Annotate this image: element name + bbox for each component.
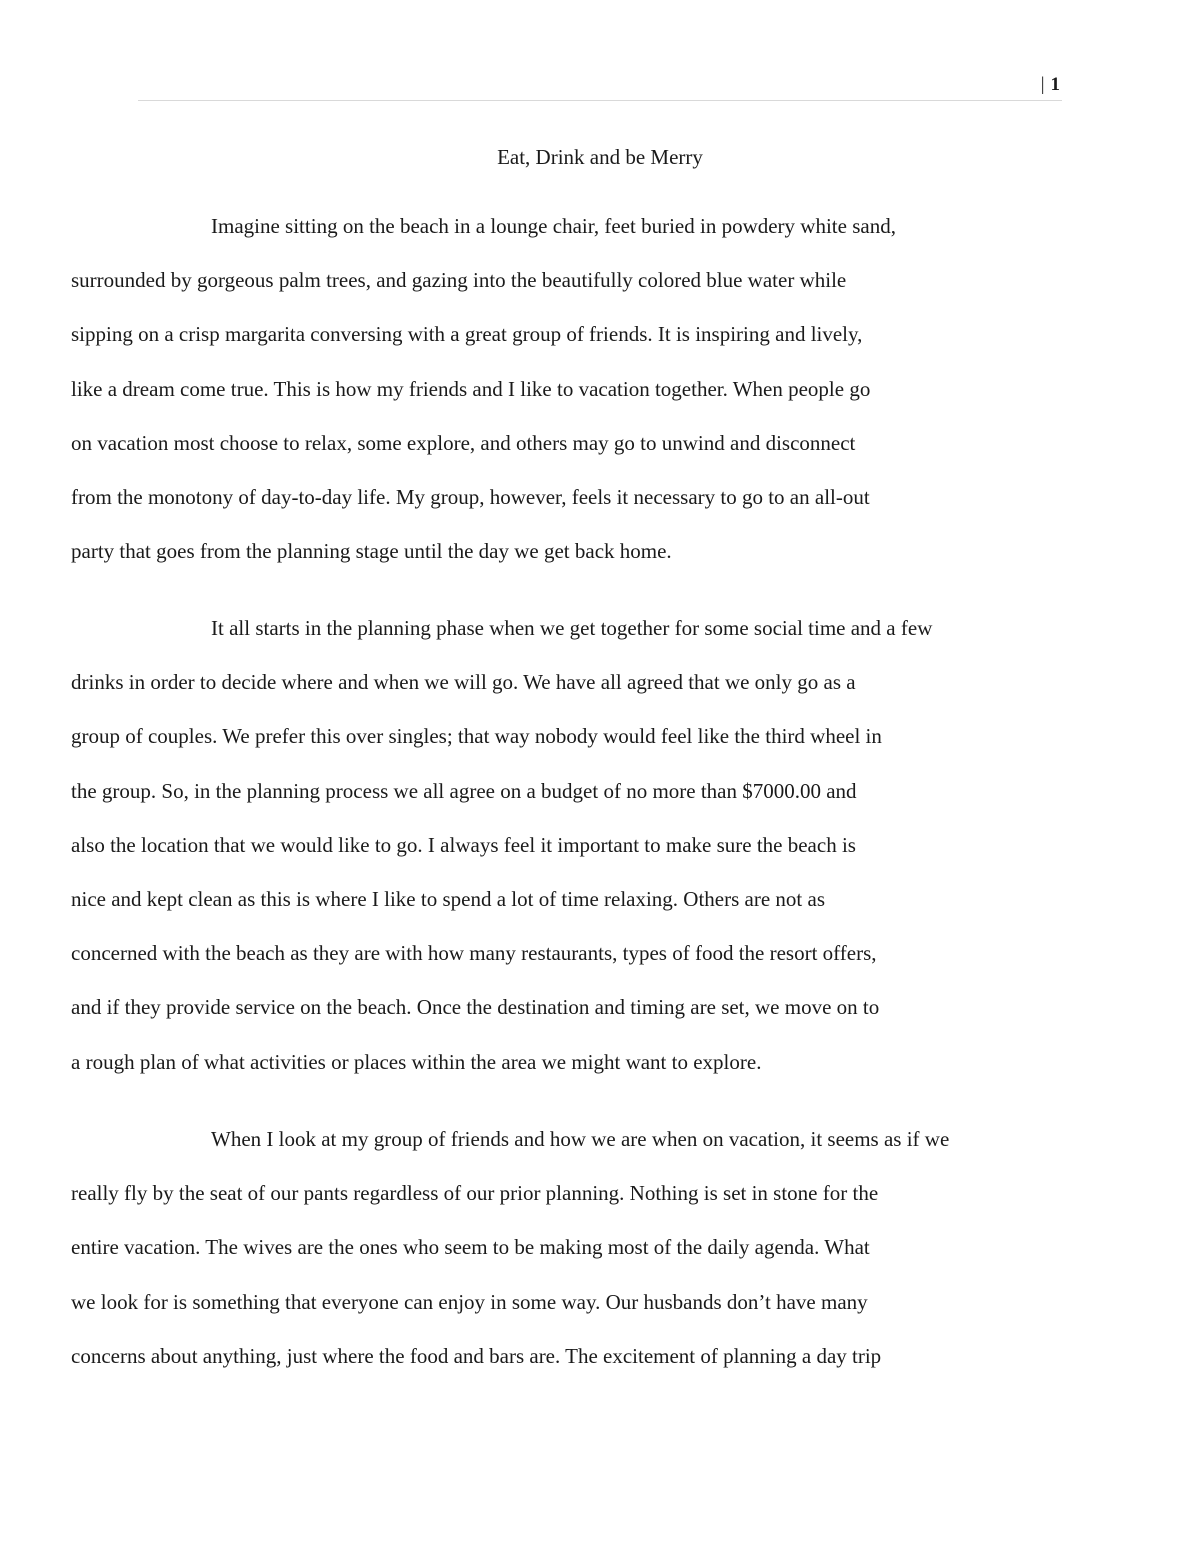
paragraph-line: When I look at my group of friends and how we are when on vacation, it seems as if we [211, 1127, 950, 1151]
paragraph-line: really fly by the seat of our pants regardless of our prior planning. Nothing is set in stone for the [71, 1181, 879, 1206]
paragraph-line: concerned with the beach as they are with how many restaurants, types of food the resort offers, [71, 941, 877, 966]
header-separator: | [1040, 74, 1045, 95]
paragraph-line: group of couples. We prefer this over singles; that way nobody would feel like the third wheel in [71, 724, 882, 749]
paragraph-line: party that goes from the planning stage until the day we get back home. [71, 539, 672, 564]
paragraph-line: drinks in order to decide where and when we will go. We have all agreed that we only go as a [71, 670, 856, 695]
paragraph-line: nice and kept clean as this is where I like to spend a lot of time relaxing. Others are not as [71, 887, 826, 912]
paragraph-line: surrounded by gorgeous palm trees, and gazing into the beautifully colored blue water while [71, 268, 847, 293]
paragraph-line: a rough plan of what activities or places within the area we might want to explore. [71, 1049, 762, 1074]
paragraph-3 [71, 1112, 1056, 1383]
paragraph-line: we look for is something that everyone can enjoy in some way. Our husbands don’t have many [71, 1289, 868, 1314]
paragraph-line: sipping on a crisp margarita conversing with a great group of friends. It is inspiring and lively, [71, 322, 863, 347]
paragraph-line: the group. So, in the planning process we all agree on a budget of no more than $7000.00 and [71, 778, 857, 803]
paragraph-2 [71, 601, 1056, 1089]
paragraph-1 [71, 199, 1056, 578]
page-number-value: 1 [1050, 74, 1060, 95]
page-header [138, 72, 1062, 101]
paragraph-line: It all starts in the planning phase when we get together for some social time and a few [211, 616, 933, 640]
paragraph-line: like a dream come true. This is how my friends and I like to vacation together. When people go [71, 376, 871, 401]
paragraph-line: on vacation most choose to relax, some explore, and others may go to unwind and disconnect [71, 430, 856, 455]
paragraph-line: from the monotony of day-to-day life. My group, however, feels it necessary to go to an all-out [71, 485, 870, 510]
paragraph-line: and if they provide service on the beach. Once the destination and timing are set, we move on to [71, 995, 880, 1020]
page-number [1041, 74, 1060, 96]
paragraph-line: also the location that we would like to go. I always feel it important to make sure the beach is [71, 832, 856, 857]
document-title: Eat, Drink and be Merry [497, 145, 703, 169]
paragraph-line: concerns about anything, just where the food and bars are. The excitement of planning a day trip [71, 1343, 882, 1368]
paragraph-line: Imagine sitting on the beach in a lounge chair, feet buried in powdery white sand, [211, 214, 896, 238]
paragraph-line: entire vacation. The wives are the ones who seem to be making most of the daily agenda. What [71, 1235, 870, 1260]
